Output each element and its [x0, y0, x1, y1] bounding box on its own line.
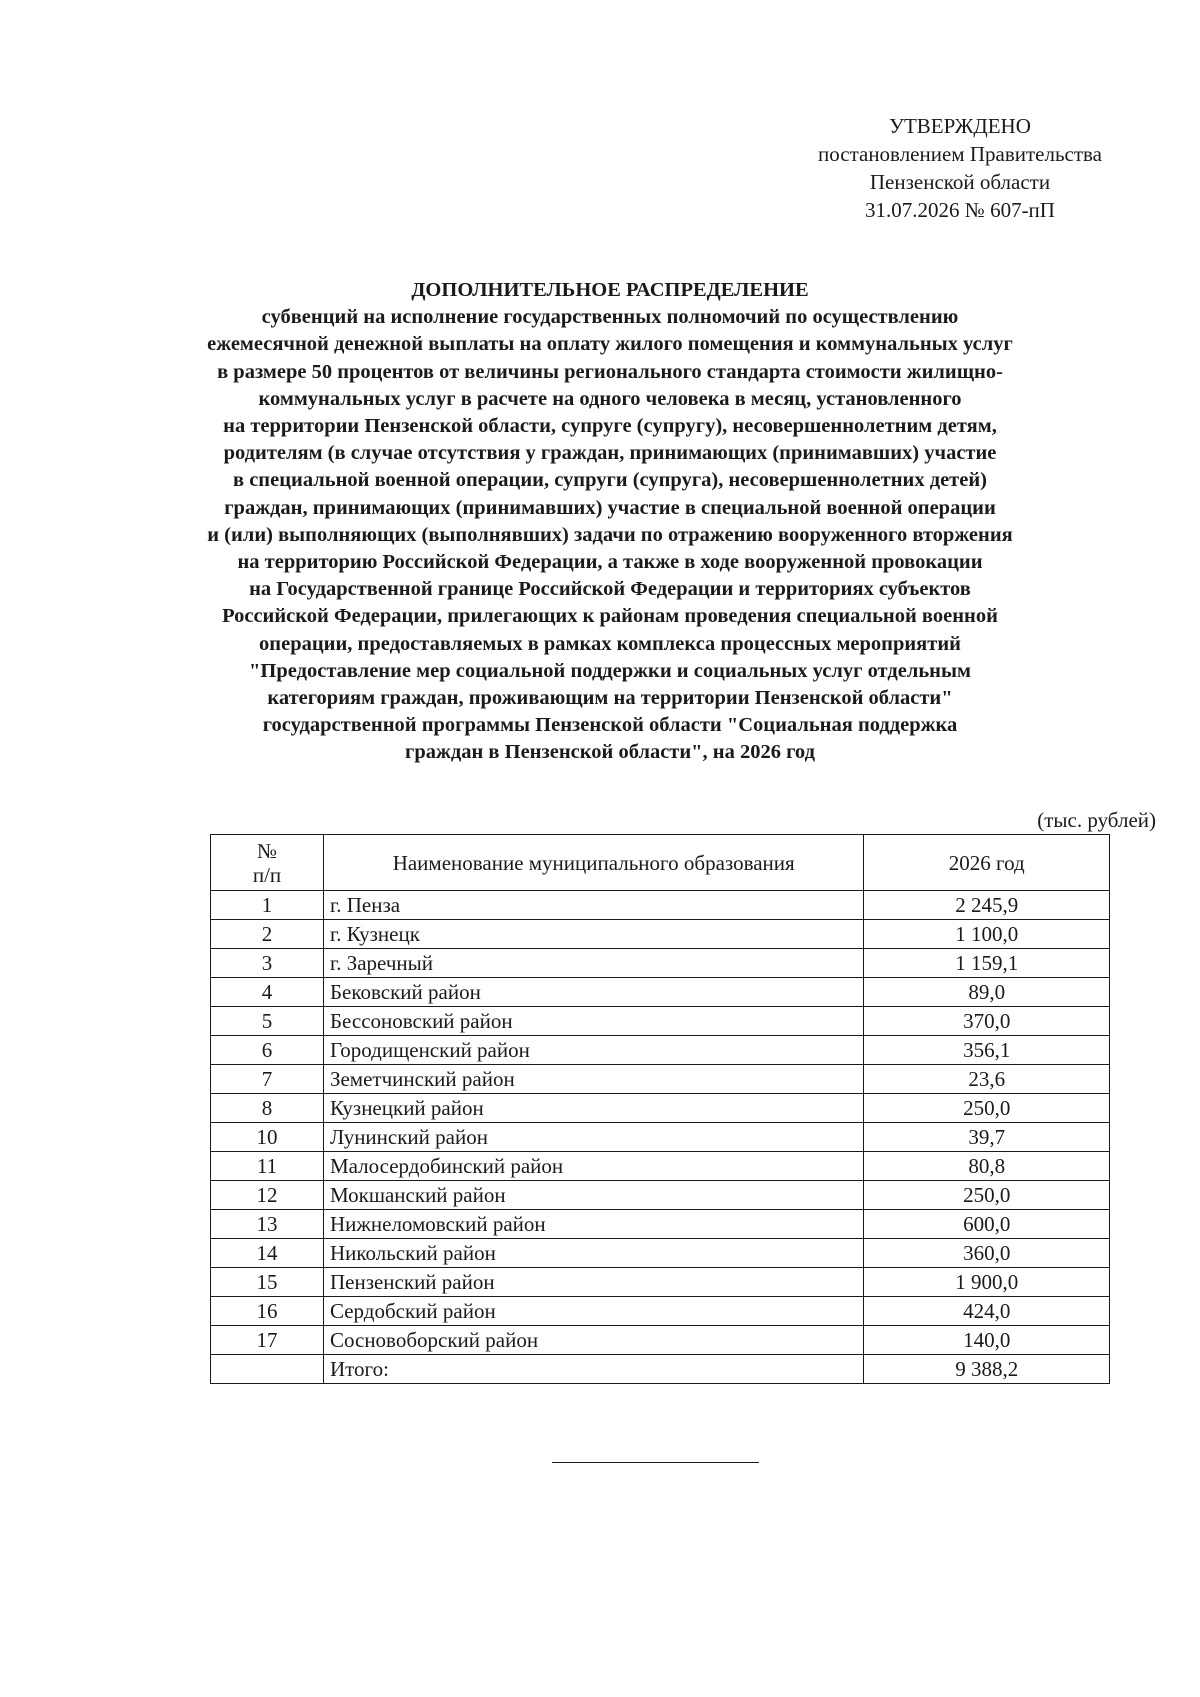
row-municipality: Сосновоборский район: [323, 1326, 863, 1355]
row-number: 4: [211, 978, 324, 1007]
row-number: 1: [211, 891, 324, 920]
row-municipality: г. Пенза: [323, 891, 863, 920]
row-amount: 250,0: [864, 1094, 1110, 1123]
title-line: субвенций на исполнение государственных полномочий по осуществлению: [261, 306, 959, 329]
row-municipality: Городищенский район: [323, 1036, 863, 1065]
table-row: [211, 1123, 1110, 1152]
currency-unit-note: (тыс. рублей): [1037, 808, 1156, 832]
document-title: [120, 277, 1100, 767]
row-municipality: Земетчинский район: [323, 1065, 863, 1094]
header-number: [211, 835, 324, 891]
row-municipality: Кузнецкий район: [323, 1094, 863, 1123]
table-row: [211, 1326, 1110, 1355]
table-row: [211, 1007, 1110, 1036]
row-number: 7: [211, 1065, 324, 1094]
row-amount: 23,6: [864, 1065, 1110, 1094]
row-amount: 250,0: [864, 1181, 1110, 1210]
table-row: [211, 1152, 1110, 1181]
title-line: Российской Федерации, прилегающих к районам проведения специальной военной: [222, 605, 998, 628]
table-row: [211, 1239, 1110, 1268]
table-row: [211, 949, 1110, 978]
row-number: 12: [211, 1181, 324, 1210]
title-line: "Предоставление мер социальной поддержки и социальных услуг отдельным: [249, 659, 971, 682]
row-municipality: Бековский район: [323, 978, 863, 1007]
title-line: категориям граждан, проживающим на территории Пензенской области": [267, 687, 953, 710]
row-number: 16: [211, 1297, 324, 1326]
row-municipality: Мокшанский район: [323, 1181, 863, 1210]
approval-date-number: 31.07.2026 № 607-пП: [865, 198, 1055, 222]
row-number: 17: [211, 1326, 324, 1355]
row-number: 6: [211, 1036, 324, 1065]
row-municipality: г. Кузнецк: [323, 920, 863, 949]
title-line: граждан, принимающих (принимавших) участие в специальной военной операции: [224, 496, 996, 519]
row-number: 15: [211, 1268, 324, 1297]
distribution-table: [210, 834, 1110, 1384]
table-header-row: [211, 835, 1110, 891]
title-line: на Государственной границе Российской Федерации и территориях субъектов: [249, 578, 971, 601]
row-municipality: г. Заречный: [323, 949, 863, 978]
title-line: операции, предоставляемых в рамках комплекса процессных мероприятий: [259, 632, 961, 655]
row-number: 5: [211, 1007, 324, 1036]
title-line: на территории Пензенской области, супруге (супругу), несовершеннолетним детям,: [223, 415, 997, 438]
row-number: 11: [211, 1152, 324, 1181]
title-line: в размере 50 процентов от величины регионального стандарта стоимости жилищно-: [217, 360, 1003, 383]
document-heading: ДОПОЛНИТЕЛЬНОЕ РАСПРЕДЕЛЕНИЕ: [411, 279, 809, 301]
row-number: 14: [211, 1239, 324, 1268]
row-amount: 80,8: [864, 1152, 1110, 1181]
header-number-symbol: №: [256, 838, 277, 863]
title-line: государственной программы Пензенской области "Социальная поддержка: [262, 714, 958, 737]
title-line: родителям (в случае отсутствия у граждан, принимающих (принимавших) участие: [223, 442, 997, 465]
title-line: на территорию Российской Федерации, а также в ходе вооруженной провокации: [237, 551, 983, 574]
row-amount: 360,0: [864, 1239, 1110, 1268]
row-municipality: Нижнеломовский район: [323, 1210, 863, 1239]
approval-heading: УТВЕРЖДЕНО: [889, 114, 1031, 138]
row-municipality: Никольский район: [323, 1239, 863, 1268]
table-total-row: [211, 1355, 1110, 1384]
row-amount: 1 900,0: [864, 1268, 1110, 1297]
row-municipality: Сердобский район: [323, 1297, 863, 1326]
row-number: [211, 1355, 324, 1384]
table-row: [211, 978, 1110, 1007]
row-municipality: Малосердобинский район: [323, 1152, 863, 1181]
header-number-abbrev: п/п: [252, 862, 282, 887]
table-row: [211, 1210, 1110, 1239]
row-municipality: Итого:: [323, 1355, 863, 1384]
table-row: [211, 1065, 1110, 1094]
title-line: и (или) выполняющих (выполнявших) задачи по отражению вооруженного вторжения: [207, 523, 1013, 546]
approval-line: Пензенской области: [869, 170, 1051, 194]
row-amount: 424,0: [864, 1297, 1110, 1326]
row-amount: 600,0: [864, 1210, 1110, 1239]
row-number: 3: [211, 949, 324, 978]
table-row: [211, 1268, 1110, 1297]
row-municipality: Бессоновский район: [323, 1007, 863, 1036]
row-amount: 356,1: [864, 1036, 1110, 1065]
title-line: коммунальных услуг в расчете на одного человека в месяц, установленного: [258, 387, 962, 410]
table-row: [211, 920, 1110, 949]
row-number: 2: [211, 920, 324, 949]
table-row: [211, 1181, 1110, 1210]
title-line: в специальной военной операции, супруги (супруга), несовершеннолетних детей): [233, 469, 987, 492]
row-amount: 1 100,0: [864, 920, 1110, 949]
row-amount: 140,0: [864, 1326, 1110, 1355]
row-amount: 2 245,9: [864, 891, 1110, 920]
row-amount: 89,0: [864, 978, 1110, 1007]
title-line: граждан в Пензенской области", на 2026 год: [405, 741, 815, 764]
row-amount: 370,0: [864, 1007, 1110, 1036]
row-number: 8: [211, 1094, 324, 1123]
row-amount: 9 388,2: [864, 1355, 1110, 1384]
approval-stamp: [780, 112, 1140, 224]
table-row: [211, 891, 1110, 920]
title-line: ежемесячной денежной выплаты на оплату жилого помещения и коммунальных услуг: [207, 333, 1013, 356]
row-municipality: Лунинский район: [323, 1123, 863, 1152]
table-body: [211, 891, 1110, 1384]
table-row: [211, 1036, 1110, 1065]
header-year: 2026 год: [864, 835, 1110, 891]
approval-line: постановлением Правительства: [817, 142, 1102, 166]
row-number: 10: [211, 1123, 324, 1152]
row-municipality: Пензенский район: [323, 1268, 863, 1297]
table-row: [211, 1297, 1110, 1326]
row-amount: 39,7: [864, 1123, 1110, 1152]
end-of-document-rule: [552, 1462, 759, 1463]
header-municipality: Наименование муниципального образования: [323, 835, 863, 891]
table-row: [211, 1094, 1110, 1123]
row-number: 13: [211, 1210, 324, 1239]
row-amount: 1 159,1: [864, 949, 1110, 978]
